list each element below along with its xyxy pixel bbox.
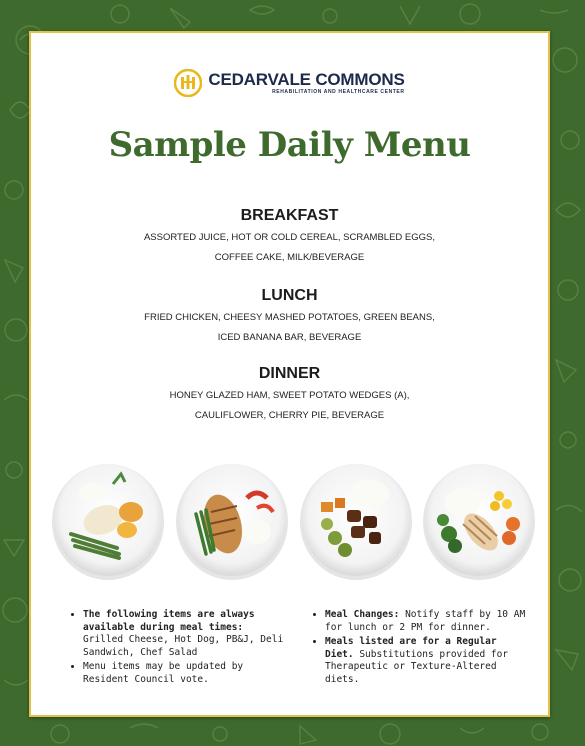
note-text: Substitutions provided for Therapeutic or Texture-Altered diets. <box>325 648 509 685</box>
meal-items: HONEY GLAZED HAM, SWEET POTATO WEDGES (A), CAULIFLOWER, CHERRY PIE, BEVERAGE <box>169 390 410 421</box>
note-item <box>325 609 529 634</box>
note-item <box>83 609 287 659</box>
menu-card <box>29 31 550 717</box>
note-item <box>325 636 529 686</box>
brand-logo <box>31 69 548 97</box>
plate-chicken <box>176 464 288 580</box>
menu-notes <box>69 609 529 688</box>
page-title: Sample Daily Menu <box>108 125 471 165</box>
note-item <box>83 661 287 686</box>
note-bold: Meal Changes: <box>325 609 400 620</box>
meal-photos <box>51 454 535 584</box>
meal-breakfast <box>31 206 548 268</box>
meal-items: FRIED CHICKEN, CHEESY MASHED POTATOES, GREEN BEANS, ICED BANANA BAR, BEVERAGE <box>144 312 435 343</box>
meal-heading: DINNER <box>258 365 321 382</box>
meal-items: ASSORTED JUICE, HOT OR COLD CEREAL, SCRAMBLED EGGS, COFFEE CAKE, MILK/BEVERAGE <box>143 232 436 263</box>
notes-right <box>311 609 529 688</box>
note-text: Notify staff by 10 AM for lunch or 2 PM for dinner. <box>325 609 526 633</box>
plate-stirfry <box>300 464 412 580</box>
meal-lunch <box>31 286 548 348</box>
note-text: Grilled Cheese, Hot Dog, PB&J, Deli Sandwich, Chef Salad <box>83 634 284 658</box>
meal-heading: BREAKFAST <box>240 207 339 224</box>
note-text: Menu items may be updated by Resident Council vote. <box>83 661 244 685</box>
note-bold: The following items are always available during meal times: <box>83 609 255 633</box>
plate-turkey <box>423 464 535 580</box>
brand-name: CEDARVALE COMMONS <box>208 69 405 89</box>
meal-dinner <box>31 364 548 426</box>
meal-heading: LUNCH <box>261 287 318 304</box>
brand-subtitle: REHABILITATION AND HEALTHCARE CENTER <box>272 88 405 95</box>
plate-fish <box>52 464 164 580</box>
building-columns-icon <box>174 69 202 97</box>
note-bold: Meals listed are for a Regular Diet. <box>325 636 497 660</box>
notes-left <box>69 609 287 688</box>
